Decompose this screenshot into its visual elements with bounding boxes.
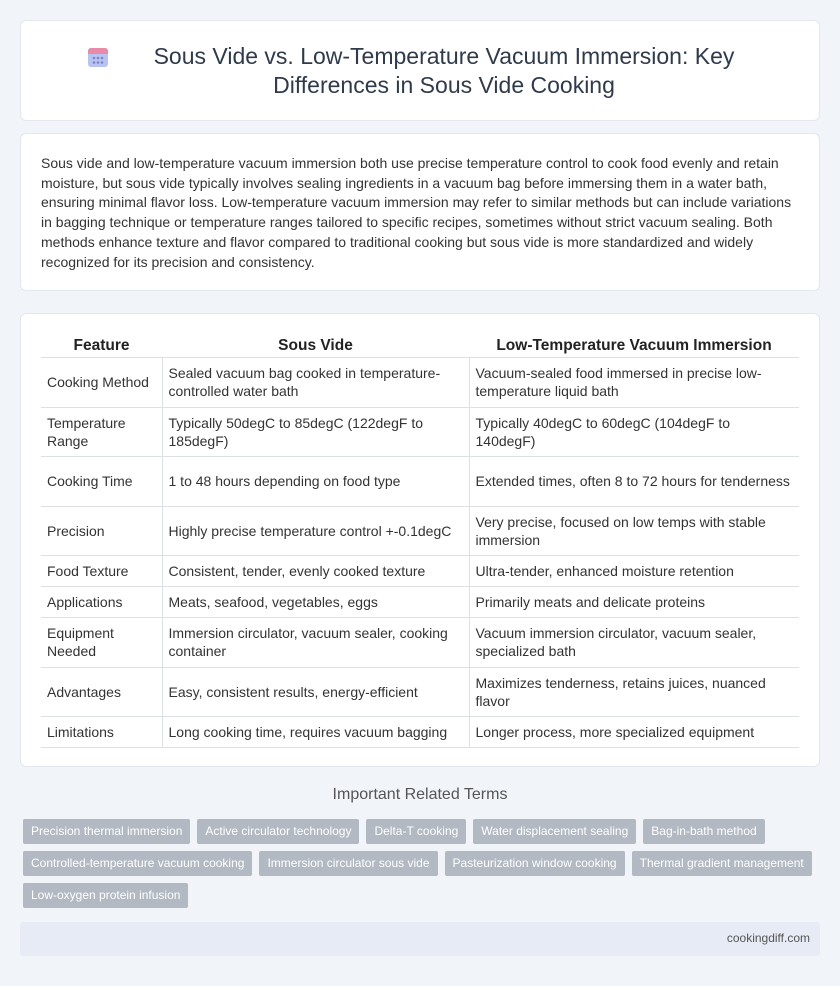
related-terms-list	[23, 819, 823, 915]
header-feature: Feature	[41, 333, 162, 358]
footer-site-link[interactable]: cookingdiff.com	[726, 931, 810, 945]
row-sous-vide: Highly precise temperature control +-0.1degC	[162, 506, 469, 556]
related-tag[interactable]: Immersion circulator sous vide	[259, 851, 437, 876]
calendar-icon	[86, 45, 110, 69]
row-low-temp: Maximizes tenderness, retains juices, nuanced flavor	[469, 667, 799, 717]
related-tag[interactable]: Low-oxygen protein infusion	[23, 883, 188, 908]
row-low-temp: Vacuum-sealed food immersed in precise low-temperature liquid bath	[469, 358, 799, 408]
related-tag[interactable]: Controlled-temperature vacuum cooking	[23, 851, 252, 876]
row-sous-vide: Sealed vacuum bag cooked in temperature-controlled water bath	[162, 358, 469, 408]
related-tag[interactable]: Thermal gradient management	[632, 851, 812, 876]
related-tag[interactable]: Pasteurization window cooking	[445, 851, 625, 876]
row-sous-vide: Easy, consistent results, energy-efficient	[162, 667, 469, 717]
intro-text: Sous vide and low-temperature vacuum immersion both use precise temperature control to cook food evenly and retain moisture, but sous vide typically involves sealing ingredients in a vacuum bag before immersing them in a water bath, ensuring minimal flavor loss. Low-temperature vacuum immersion may refer to similar methods but can include variations in bagging technique or temperature ranges tailored to specific recipes, sometimes without strict vacuum sealing. Both methods enhance texture and flavor compared to traditional cooking but sous vide is more standardized and widely recognized for its precision and consistency.	[41, 155, 792, 270]
row-sous-vide: Long cooking time, requires vacuum bagging	[162, 717, 469, 748]
row-low-temp: Vacuum immersion circulator, vacuum sealer, specialized bath	[469, 618, 799, 668]
row-feature: Applications	[41, 587, 162, 618]
row-low-temp: Ultra-tender, enhanced moisture retention	[469, 556, 799, 587]
row-sous-vide: 1 to 48 hours depending on food type	[162, 457, 469, 507]
row-low-temp: Extended times, often 8 to 72 hours for tenderness	[469, 457, 799, 507]
header-card	[20, 20, 820, 121]
table-header-row	[41, 333, 799, 358]
row-feature: Food Texture	[41, 556, 162, 587]
row-sous-vide: Typically 50degC to 85degC (122degF to 185degF)	[162, 407, 469, 457]
footer-bar	[20, 922, 820, 956]
row-sous-vide: Consistent, tender, evenly cooked texture	[162, 556, 469, 587]
table-row	[41, 407, 799, 457]
row-feature: Cooking Method	[41, 358, 162, 408]
related-tag[interactable]: Bag-in-bath method	[643, 819, 764, 844]
header-sous-vide: Sous Vide	[162, 333, 469, 358]
row-feature: Equipment Needed	[41, 618, 162, 668]
table-row	[41, 587, 799, 618]
row-sous-vide: Meats, seafood, vegetables, eggs	[162, 587, 469, 618]
table-row	[41, 457, 799, 507]
row-feature: Limitations	[41, 717, 162, 748]
table-row	[41, 618, 799, 668]
row-low-temp: Primarily meats and delicate proteins	[469, 587, 799, 618]
table-row	[41, 556, 799, 587]
header-low-temp: Low-Temperature Vacuum Immersion	[469, 333, 799, 358]
table-row	[41, 717, 799, 748]
comparison-table	[41, 333, 799, 748]
row-low-temp: Very precise, focused on low temps with stable immersion	[469, 506, 799, 556]
row-sous-vide: Immersion circulator, vacuum sealer, cooking container	[162, 618, 469, 668]
comparison-card	[20, 313, 820, 767]
row-feature: Temperature Range	[41, 407, 162, 457]
related-terms-title: Important Related Terms	[332, 786, 508, 803]
row-low-temp: Typically 40degC to 60degC (104degF to 140degF)	[469, 407, 799, 457]
intro-card	[20, 133, 820, 291]
row-feature: Advantages	[41, 667, 162, 717]
table-row	[41, 506, 799, 556]
page-title: Sous Vide vs. Low-Temperature Vacuum Immersion: Key Differences in Sous Vide Cooking	[153, 42, 735, 98]
related-tag[interactable]: Water displacement sealing	[473, 819, 636, 844]
related-tag[interactable]: Precision thermal immersion	[23, 819, 190, 844]
row-feature: Precision	[41, 506, 162, 556]
related-tag[interactable]: Delta-T cooking	[366, 819, 466, 844]
row-feature: Cooking Time	[41, 457, 162, 507]
table-row	[41, 667, 799, 717]
row-low-temp: Longer process, more specialized equipment	[469, 717, 799, 748]
table-row	[41, 358, 799, 408]
related-tag[interactable]: Active circulator technology	[197, 819, 359, 844]
